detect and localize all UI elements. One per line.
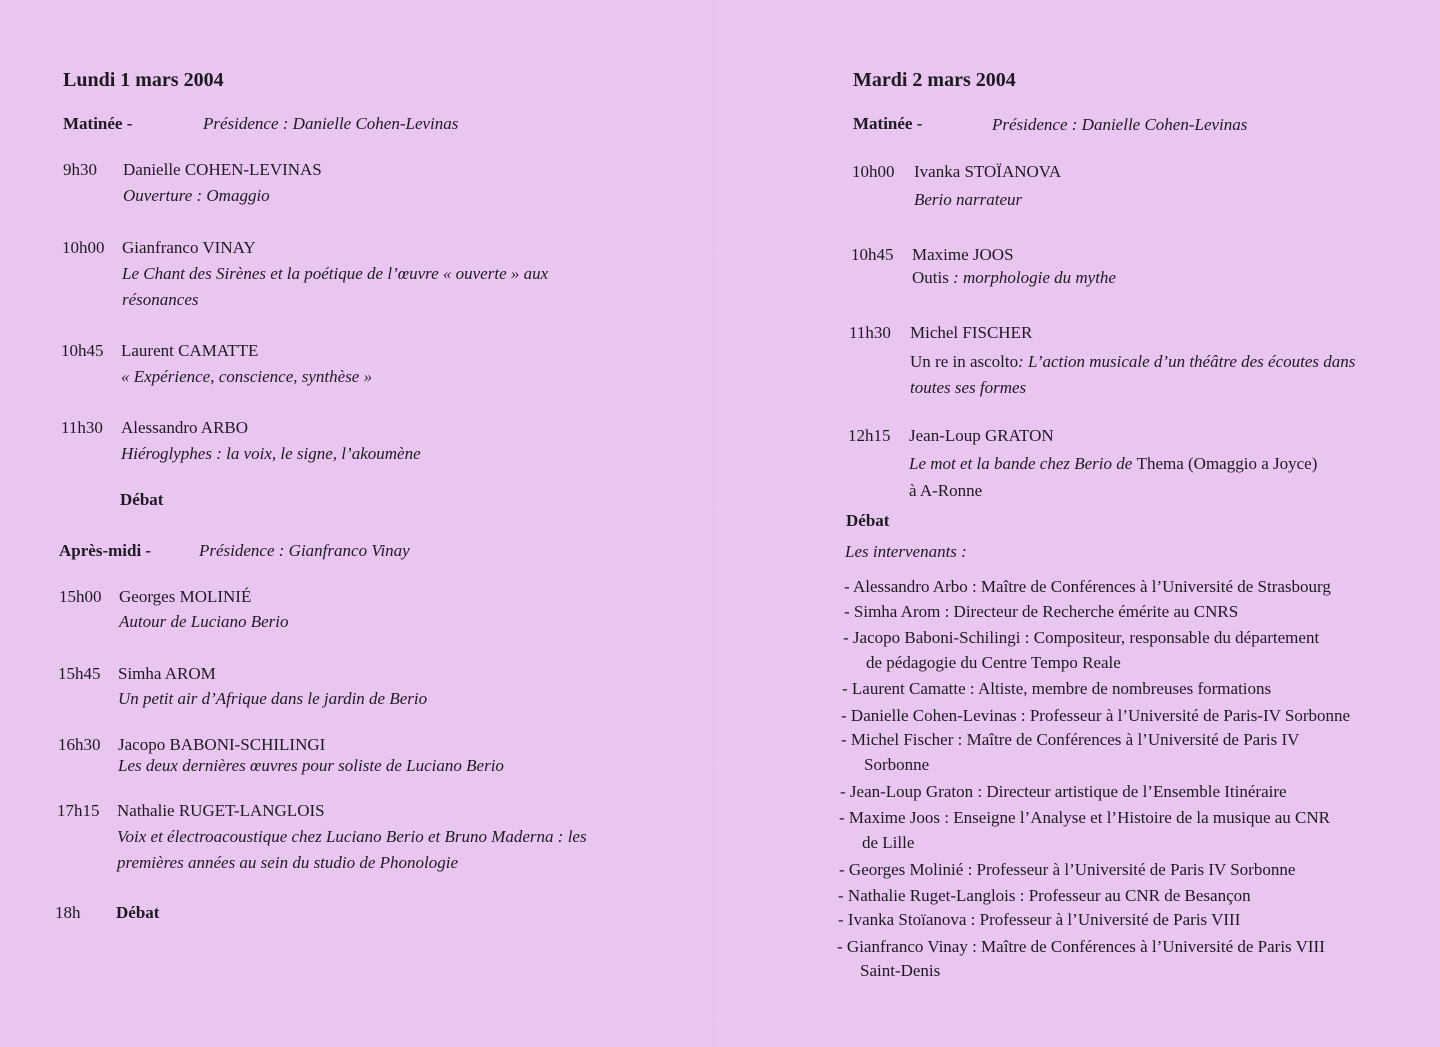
talk-subtitle: : morphologie du mythe bbox=[948, 268, 1116, 287]
debat-label: Débat bbox=[116, 903, 160, 922]
intervenant-item-cont: Saint-Denis bbox=[860, 961, 941, 980]
intervenant-item: - Gianfranco Vinay : Maître de Conférences à l’Université de Paris VIII bbox=[837, 937, 1325, 956]
talk-speaker: Georges MOLINIÉ bbox=[119, 587, 252, 606]
session-presidence: Présidence : Gianfranco Vinay bbox=[199, 541, 410, 560]
work-title: Outis bbox=[912, 268, 949, 287]
talk-speaker: Jean-Loup GRATON bbox=[909, 426, 1054, 445]
talk-speaker: Ivanka STOÏANOVA bbox=[914, 162, 1062, 181]
talk-speaker: Maxime JOOS bbox=[912, 245, 1014, 264]
intervenants-title: Les intervenants : bbox=[845, 542, 967, 561]
debat-label: Débat bbox=[846, 511, 890, 530]
talk-time: 17h15 bbox=[57, 801, 100, 820]
talk-title bbox=[910, 349, 1400, 401]
intervenant-item: - Ivanka Stoïanova : Professeur à l’Université de Paris VIII bbox=[838, 910, 1241, 929]
talk-speaker: Jacopo BABONI-SCHILINGI bbox=[118, 735, 326, 754]
talk-title: Hiéroglyphes : la voix, le signe, l’akoumène bbox=[121, 444, 421, 463]
talk-time: 18h bbox=[55, 903, 81, 922]
talk-time: 15h45 bbox=[58, 664, 101, 683]
intervenant-item: - Georges Molinié : Professeur à l’Université de Paris IV Sorbonne bbox=[839, 860, 1296, 879]
talk-time: 16h30 bbox=[58, 735, 101, 754]
talk-time: 9h30 bbox=[63, 160, 97, 179]
session-label: Matinée - bbox=[853, 114, 923, 133]
talk-title: Un petit air d’Afrique dans le jardin de Berio bbox=[118, 689, 428, 708]
right-page bbox=[719, 0, 1440, 1047]
talk-title: Autour de Luciano Berio bbox=[119, 612, 289, 631]
intervenant-item: - Danielle Cohen-Levinas : Professeur à l’Université de Paris-IV Sorbonne bbox=[841, 706, 1351, 725]
talk-subtitle: Le mot et la bande chez Berio de bbox=[909, 454, 1137, 473]
talk-time: 15h00 bbox=[59, 587, 102, 606]
talk-time: 10h45 bbox=[61, 341, 104, 360]
intervenant-item: - Jacopo Baboni-Schilingi : Compositeur, responsable du département bbox=[843, 628, 1320, 647]
session-label: Après-midi - bbox=[59, 541, 152, 560]
intervenant-item-cont: de Lille bbox=[862, 833, 915, 852]
debat-label: Débat bbox=[120, 490, 164, 509]
talk-subtitle: : L’action musicale d’un théâtre des écoutes dans toutes ses formes bbox=[910, 352, 1356, 397]
session-presidence: Présidence : Danielle Cohen-Levinas bbox=[203, 114, 459, 133]
talk-speaker: Simha AROM bbox=[118, 664, 216, 683]
intervenant-item: - Jean-Loup Graton : Directeur artistique de l’Ensemble Itinéraire bbox=[840, 782, 1287, 801]
talk-title: Le Chant des Sirènes et la poétique de l’œuvre « ouverte » aux résonances bbox=[122, 264, 549, 309]
talk-time: 11h30 bbox=[849, 323, 891, 342]
talk-speaker: Danielle COHEN-LEVINAS bbox=[123, 160, 322, 179]
talk-title: Ouverture : Omaggio bbox=[123, 186, 270, 205]
talk-time: 10h00 bbox=[852, 162, 895, 181]
talk-time: 10h45 bbox=[851, 245, 894, 264]
talk-title: Berio narrateur bbox=[914, 190, 1023, 209]
talk-speaker: Laurent CAMATTE bbox=[121, 341, 259, 360]
talk-title: Voix et électroacoustique chez Luciano Berio et Bruno Maderna : les premières années au sein du studio de Phonologie bbox=[117, 827, 587, 872]
intervenant-item-cont: de pédagogie du Centre Tempo Reale bbox=[866, 653, 1121, 672]
intervenant-item: - Alessandro Arbo : Maître de Conférences à l’Université de Strasbourg bbox=[844, 577, 1331, 596]
talk-speaker: Nathalie RUGET-LANGLOIS bbox=[117, 801, 325, 820]
intervenant-item-cont: Sorbonne bbox=[864, 755, 930, 774]
talk-title: « Expérience, conscience, synthèse » bbox=[121, 367, 373, 386]
talk-time: 11h30 bbox=[61, 418, 103, 437]
intervenant-item: - Nathalie Ruget-Langlois : Professeur au CNR de Besançon bbox=[838, 886, 1251, 905]
talk-title: Les deux dernières œuvres pour soliste de Luciano Berio bbox=[118, 756, 504, 775]
talk-speaker: Michel FISCHER bbox=[910, 323, 1033, 342]
intervenant-item: - Simha Arom : Directeur de Recherche émérite au CNRS bbox=[844, 602, 1239, 621]
day-title: Mardi 2 mars 2004 bbox=[853, 69, 1016, 91]
talk-speaker: Gianfranco VINAY bbox=[122, 238, 256, 257]
day-title: Lundi 1 mars 2004 bbox=[63, 69, 224, 91]
work-title: Un re in ascolto bbox=[910, 352, 1019, 371]
talk-speaker: Alessandro ARBO bbox=[121, 418, 249, 437]
talk-title bbox=[912, 268, 1116, 288]
work-title: Thema (Omaggio a Joyce) bbox=[1136, 454, 1318, 473]
talk-title bbox=[909, 454, 1317, 474]
talk-time: 10h00 bbox=[62, 238, 105, 257]
intervenant-item: - Michel Fischer : Maître de Conférences à l’Université de Paris IV bbox=[841, 730, 1300, 749]
left-page bbox=[0, 0, 716, 1047]
intervenant-item: - Laurent Camatte : Altiste, membre de nombreuses formations bbox=[842, 679, 1272, 698]
intervenant-item: - Maxime Joos : Enseigne l’Analyse et l’Histoire de la musique au CNR bbox=[839, 808, 1331, 827]
session-presidence: Présidence : Danielle Cohen-Levinas bbox=[992, 115, 1248, 134]
talk-title-line2: à A-Ronne bbox=[909, 481, 983, 500]
session-label: Matinée - bbox=[63, 114, 133, 133]
talk-time: 12h15 bbox=[848, 426, 891, 445]
